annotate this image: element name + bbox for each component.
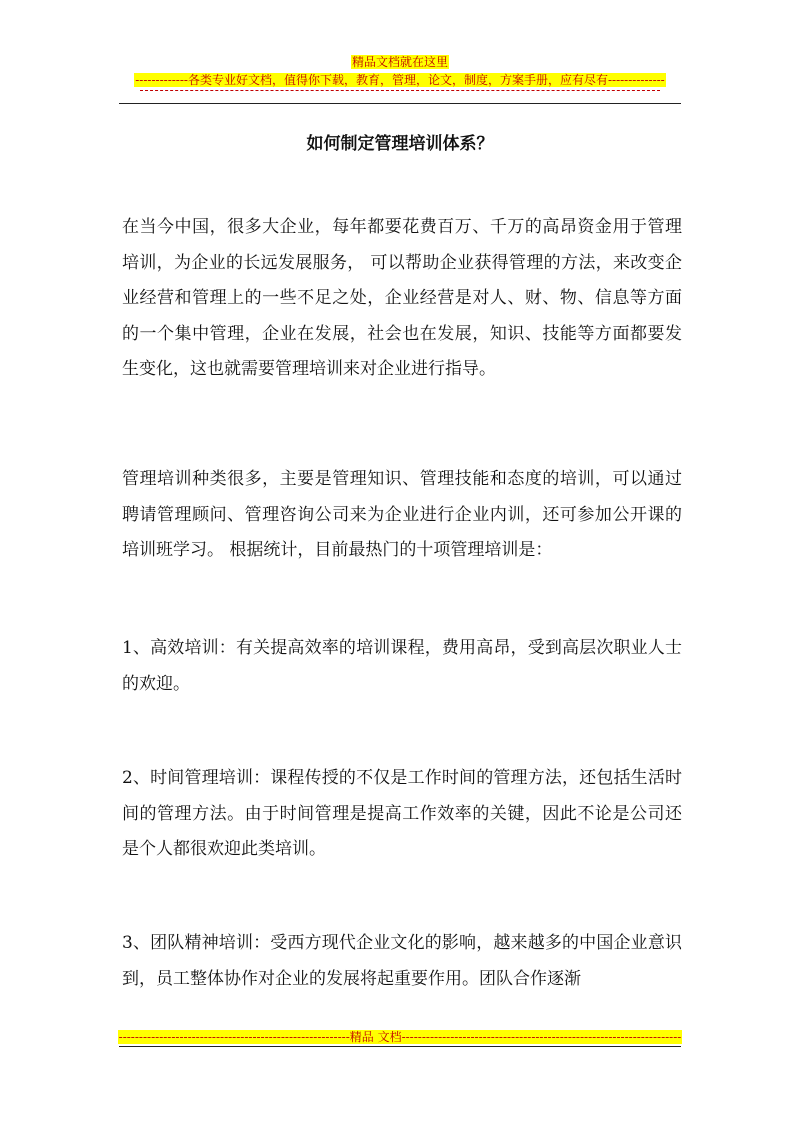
header-dashed-divider [140, 90, 660, 91]
paragraph-intro: 在当今中国，很多大企业，每年都要花费百万、千万的高昂资金用于管理培训，为企业的长远发展服务， 可以帮助企业获得管理的方法，来改变企业经营和管理上的一些不足之处，企业经营是对人、财、物、信息等方面的一个集中管理，企业在发展，社会也在发展，知识、技能等方面都要发生变化，这也就需要管理培训来对企业进行指导。 [122, 217, 682, 379]
paragraph-item-1: 1、高效培训：有关提高效率的培训课程，费用高昂，受到高层次职业人士的欢迎。 [122, 638, 682, 694]
header-rule [119, 103, 681, 104]
page-header-subtitle [0, 73, 800, 88]
footer-text: ---------------------------------------------------------精品 文档--------------------------------------------------------------------- [118, 1030, 682, 1044]
page-header-title [0, 55, 800, 70]
paragraph-training-types: 管理培训种类很多，主要是管理知识、管理技能和态度的培训，可以通过聘请管理顾问、管理咨询公司来为企业进行企业内训，还可参加公开课的培训班学习。 根据统计，目前最热门的十项管理培训是： [122, 469, 682, 560]
page-footer [0, 1030, 800, 1045]
paragraph-item-2: 2、时间管理培训：课程传授的不仅是工作时间的管理方法，还包括生活时间的管理方法。由于时间管理是提高工作效率的关键，因此不论是公司还是个人都很欢迎此类培训。 [122, 768, 682, 859]
header-subtitle-text: -------------各类专业好文档，值得你下载，教育，管理，论文，制度，方案手册，应有尽有-------------- [135, 73, 665, 87]
header-title-text: 精品文档就在这里 [351, 55, 448, 69]
document-title: 如何制定管理培训体系？ [306, 134, 494, 154]
footer-rule [119, 1046, 681, 1047]
paragraph-item-3: 3、团队精神培训：受西方现代企业文化的影响，越来越多的中国企业意识到，员工整体协作对企业的发展将起重要作用。团队合作逐渐 [122, 933, 682, 989]
